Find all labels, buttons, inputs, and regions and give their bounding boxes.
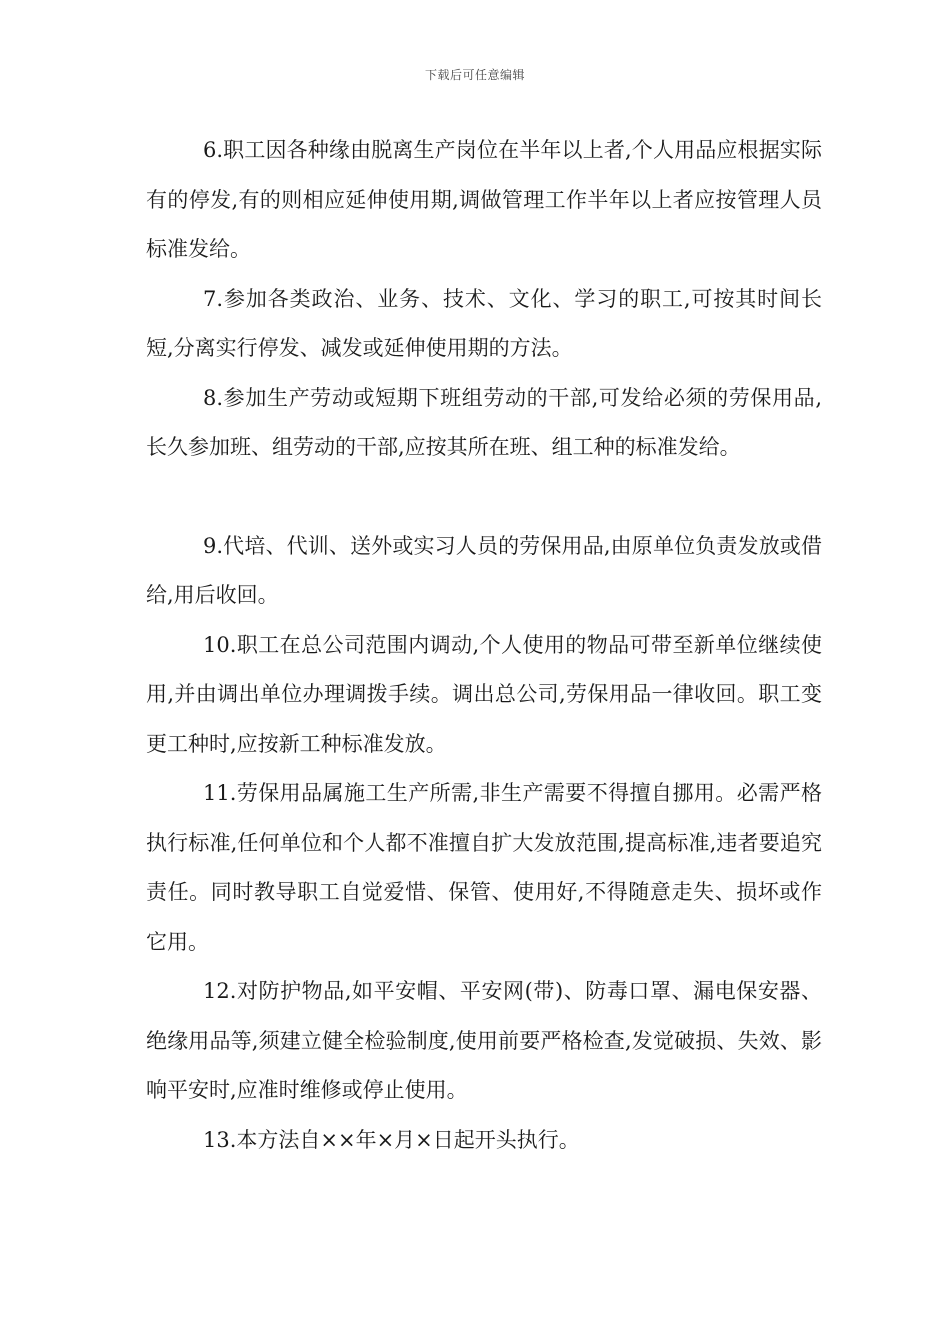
document-body bbox=[146, 126, 822, 1165]
paragraph-11: 11.劳保用品属施工生产所需,非生产需要不得擅自挪用。必需严格执行标准,任何单位和个人都不准擅自扩大发放范围,提高标准,违者要追究责任。同时教导职工自觉爱惜、保管、使用好,不得随意走失、损坏或作它用。 bbox=[146, 781, 822, 954]
paragraph-10: 10.职工在总公司范围内调动,个人使用的物品可带至新单位继续使用,并由调出单位办理调拨手续。调出总公司,劳保用品一律收回。职工变更工种时,应按新工种标准发放。 bbox=[146, 632, 822, 756]
paragraph-8: 8.参加生产劳动或短期下班组劳动的干部,可发给必须的劳保用品,长久参加班、组劳动的干部,应按其所在班、组工种的标准发给。 bbox=[146, 385, 822, 459]
paragraph-13: 13.本方法自××年×月×日起开头执行。 bbox=[203, 1127, 580, 1152]
blank-line bbox=[146, 473, 822, 522]
paragraph-6: 6.职工因各种缘由脱离生产岗位在半年以上者,个人用品应根据实际有的停发,有的则相应延伸使用期,调做管理工作半年以上者应按管理人员标准发给。 bbox=[146, 138, 822, 261]
page-header: 下载后可任意编辑 bbox=[424, 68, 525, 82]
paragraph-9: 9.代培、代训、送外或实习人员的劳保用品,由原单位负责发放或借给,用后收回。 bbox=[146, 533, 822, 607]
paragraph-7: 7.参加各类政治、业务、技术、文化、学习的职工,可按其时间长短,分离实行停发、减发或延伸使用期的方法。 bbox=[146, 286, 822, 360]
paragraph-12: 12.对防护物品,如平安帽、平安网(带)、防毒口罩、漏电保安器、绝缘用品等,须建立健全检验制度,使用前要严格检查,发觉破损、失效、影响平安时,应准时维修或停止使用。 bbox=[146, 979, 822, 1102]
